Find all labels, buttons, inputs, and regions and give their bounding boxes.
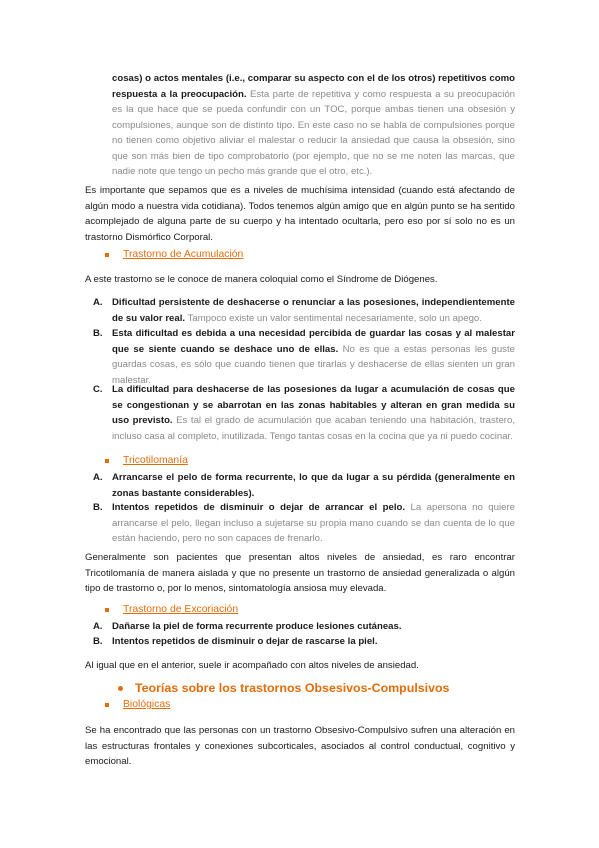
list-item [93, 382, 515, 444]
list-marker: B. [93, 502, 103, 513]
heading-biologicas [105, 699, 170, 710]
list-item [93, 619, 515, 635]
square-bullet-icon [105, 459, 109, 463]
item-bold: Arrancarse el pelo de forma recurrente, lo que da lugar a su pérdida (generalmente en zonas bastante considerables). [112, 472, 515, 499]
list-marker: A. [93, 621, 103, 632]
item-bold: Intentos repetidos de disminuir o dejar de rascarse la piel. [112, 636, 378, 647]
item-grey: Tampoco existe un valor sentimental necesariamente, solo un apego. [185, 312, 482, 324]
heading-tricotilomania-link[interactable]: Tricotilomanía [123, 455, 188, 466]
item-bold: Esta dificultad es debida a una necesidad percibida de guardar las cosas y al malestar que se siente cuando se deshace uno de ellas. [112, 328, 515, 355]
heading-tricotilomania [105, 455, 188, 466]
intro-grey: Esta parte de repetitiva y como respuesta a su preocupación es la que hace que se pueda confundir con un TOC, porque ambas tienen una obsesión y compulsiones, aunque son de distinto tipo. En este caso no se habla de compulsiones porque no tienen como objetivo aliviar el malestar o reducir la ansiedad que causa la obsesión, sino que son más bien de tipo comprobatorio (por ejemplo, que no se me noten las marcas, que nadie note que tengo un pecho más grande que el otro, etc.). [112, 88, 516, 177]
list-marker: A. [93, 297, 103, 308]
item-bold: Intentos repetidos de disminuir o dejar de arrancar el pelo. [112, 502, 406, 513]
heading-acumulacion-link[interactable]: Trastorno de Acumulación [123, 249, 244, 260]
square-bullet-icon [105, 253, 109, 257]
intro-paragraph [112, 71, 515, 180]
item-grey: Es tal el grado de acumulación que acaban teniendo una habitación, trastero, incluso casa al completo, inutilizada. Tengo tantas cosas en la cocina que ya ni puedo cocinar. [112, 415, 515, 442]
heading-excoriacion-link[interactable]: Trastorno de Excoriación [123, 604, 239, 615]
list-marker: A. [93, 472, 103, 483]
heading-teorias [118, 681, 449, 695]
paragraph-biologicas: Se ha encontrado que las personas con un trastorno Obsesivo-Compulsivo sufren una alteración en las estructuras frontales y conexiones subcorticales, asociados al control conductual, cognitivo y emocional. [85, 725, 515, 767]
list-item [93, 500, 515, 547]
paragraph-acompanado: Al igual que en el anterior, suele ir acompañado con altos niveles de ansiedad. [85, 660, 419, 671]
list-marker: B. [93, 636, 103, 647]
acumulacion-intro: A este trastorno se le conoce de manera coloquial como el Síndrome de Diógenes. [85, 274, 438, 285]
list-marker: C. [93, 384, 103, 395]
heading-biologicas-link[interactable]: Biológicas [123, 699, 171, 710]
round-bullet-icon [118, 686, 123, 691]
list-item [93, 295, 515, 326]
heading-teorias-text: Teorías sobre los trastornos Obsesivos-Compulsivos [135, 681, 450, 695]
intro-bold: cosas) o actos mentales (i.e., comparar su aspecto con el de los otros) repetitivos como respuesta a la preocupación. [112, 73, 515, 100]
item-bold: Dañarse la piel de forma recurrente produce lesiones cutáneas. [112, 621, 402, 632]
square-bullet-icon [105, 608, 109, 612]
heading-acumulacion [105, 249, 243, 260]
paragraph-ansiedad: Generalmente son pacientes que presentan altos niveles de ansiedad, es raro encontrar Tricotilomanía de manera aislada y que no presente un trastorno de ansiedad generalizada o algún tipo de trastorno o, por lo menos, sintomatología ansiosa muy elevada. [85, 552, 515, 594]
square-bullet-icon [105, 703, 109, 707]
list-item [93, 634, 515, 650]
item-bold: Dificultad persistente de deshacerse o renunciar a las posesiones, independientemente de su valor real. [112, 297, 515, 324]
item-bold: La dificultad para deshacerse de las posesiones da lugar a acumulación de cosas que se congestionan y se abarrotan en las zonas habitables y alteran en gran medida su uso previsto. [112, 384, 515, 426]
item-grey: La apersona no quiere arrancarse el pelo, llegan incluso a sujetarse su propia mano cuando se dan cuenta de lo que están haciendo, pero no son capaces de frenarlo. [112, 502, 515, 544]
paragraph-intensity: Es importante que sepamos que es a niveles de muchísima intensidad (cuando está afectando de algún modo a nuestra vida cotidiana). Todos tenemos algún amigo que en algún punto se ha sentido acomplejado de alguna parte de su cuerpo y ha intentado ocultarla, pero eso por sí solo no es un trastorno Dismórfico Corporal. [85, 185, 515, 243]
list-item [93, 470, 515, 501]
item-grey: No es que a estas personas les guste guardas cosas, es sólo que cuando tienen que tirarlas y deshacerse de ellas sienten un gran malestar. [112, 343, 515, 386]
list-marker: B. [93, 328, 103, 339]
heading-excoriacion [105, 604, 238, 615]
list-item [93, 326, 515, 388]
